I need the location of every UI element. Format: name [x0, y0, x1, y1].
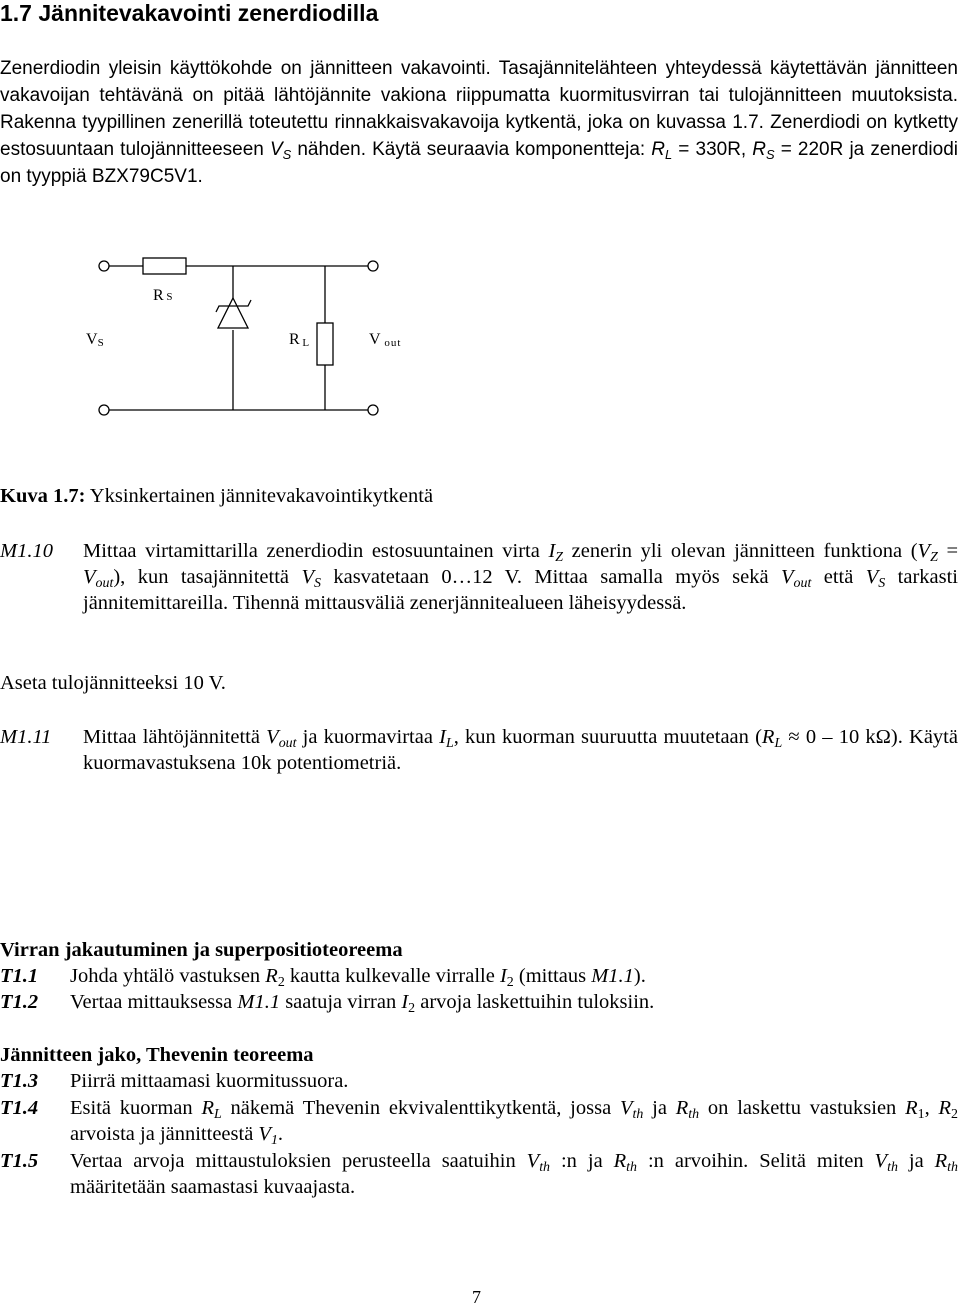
resistor-rs	[143, 258, 186, 274]
task-text: Esitä kuorman $R_L$ näkemä Thevenin ekvivalenttikytkentä, jossa $V_{th}$ ja $R_{th}$ on laskettu vastuksien $R_1$, $R_2$ arvoista ja jännitteestä $V_1$.	[70, 1097, 958, 1149]
task-tag: T1.2	[0, 991, 39, 1013]
label-vs: VS	[86, 331, 104, 349]
task-tag: T1.3	[0, 1070, 39, 1092]
label-rs: R S	[153, 287, 173, 304]
subsection-heading-current-division: Virran jakautuminen ja superpositioteoreema	[0, 939, 403, 961]
page-number: 7	[472, 1287, 481, 1307]
terminal-out-top	[368, 261, 378, 271]
section-heading: 1.7 Jännitevakavointi zenerdiodilla	[0, 0, 379, 26]
task-tag: T1.1	[0, 965, 39, 987]
terminal-in-top	[99, 261, 109, 271]
task-text: Vertaa arvoja mittaustuloksien perusteella saatuihin $V_{th}$ :n ja $R_{th}$ :n arvoihin. Selitä miten $V_{th}$ ja $R_{th}$ määritetään saamastasi kuvaajasta.	[70, 1150, 958, 1198]
task-t13	[0, 1068, 958, 1094]
label-vout: V out	[369, 331, 402, 349]
resistor-rl	[317, 323, 333, 365]
subsection-heading-thevenin: Jännitteen jako, Thevenin teoreema	[0, 1044, 314, 1066]
task-tag: M1.10	[0, 540, 53, 562]
task-m110	[0, 538, 958, 618]
zener-regulator-circuit	[0, 240, 960, 430]
label-rl: R L	[289, 331, 310, 349]
task-t11	[0, 963, 958, 989]
task-t15	[0, 1148, 958, 1200]
task-t12	[0, 989, 958, 1015]
terminal-in-bottom	[99, 405, 109, 415]
task-text: Mittaa virtamittarilla zenerdiodin estosuuntainen virta $I_Z$ zenerin yli olevan jännitteen funktiona $(V_Z = V_{out})$, kun tasajännitettä $V_S$ kasvatetaan 0…12 V. Mittaa samalla myös sekä $V_{out}$ että $V_S$ tarkasti jännitemittareilla. Tihennä mittausväliä zenerjännitealueen läheisyydessä.	[83, 540, 958, 614]
intro-paragraph: Zenerdiodin yleisin käyttökohde on jännitteen vakavointi. Tasajännitelähteen yhteydessä käytettävän jännitteen vakavoijan tehtävänä on pitää lähtöjännite vakiona riippumatta kuormitusvirran tai tulojännitteen muutoksista. Rakenna tyypillinen zenerillä toteutettu rinnakkaisvakavoija kytkentä, joka on kuvassa 1.7. Zenerdiodi on kytketty estosuuntaan tulojännitteeseen $V_S$ nähden. Käytä seuraavia komponentteja: $R_L = 330R$, $R_S = 220R$ ja zenerdiodi on tyyppiä BZX79C5V1.	[0, 58, 958, 187]
task-tag: T1.4	[0, 1097, 39, 1119]
task-m111	[0, 724, 958, 780]
task-tag: M1.11	[0, 726, 52, 748]
figure-caption: Kuva 1.7: Yksinkertainen jännitevakavointikytkentä	[0, 485, 434, 507]
terminal-out-bottom	[368, 405, 378, 415]
task-tag: T1.5	[0, 1150, 39, 1172]
instruction-input-voltage: Aseta tulojännitteeksi 10 V.	[0, 672, 226, 694]
zener-diode	[216, 298, 251, 328]
task-text: Piirrä mittaamasi kuormitussuora.	[70, 1070, 349, 1092]
task-text: Vertaa mittauksessa M1.1 saatuja virran $I_2$ arvoja laskettuihin tuloksiin.	[70, 991, 655, 1017]
task-text: Mittaa lähtöjännitettä $V_{out}$ ja kuormavirtaa $I_L$, kun kuorman suuruutta muutetaan ($R_L \approx 0 - 10$ kΩ). Käytä kuormavastuksena 10k potentiometriä.	[83, 726, 958, 774]
task-text: Johda yhtälö vastuksen $R_2$ kautta kulkevalle virralle $I_2$ (mittaus M1.1).	[70, 965, 646, 991]
task-t14	[0, 1095, 958, 1147]
